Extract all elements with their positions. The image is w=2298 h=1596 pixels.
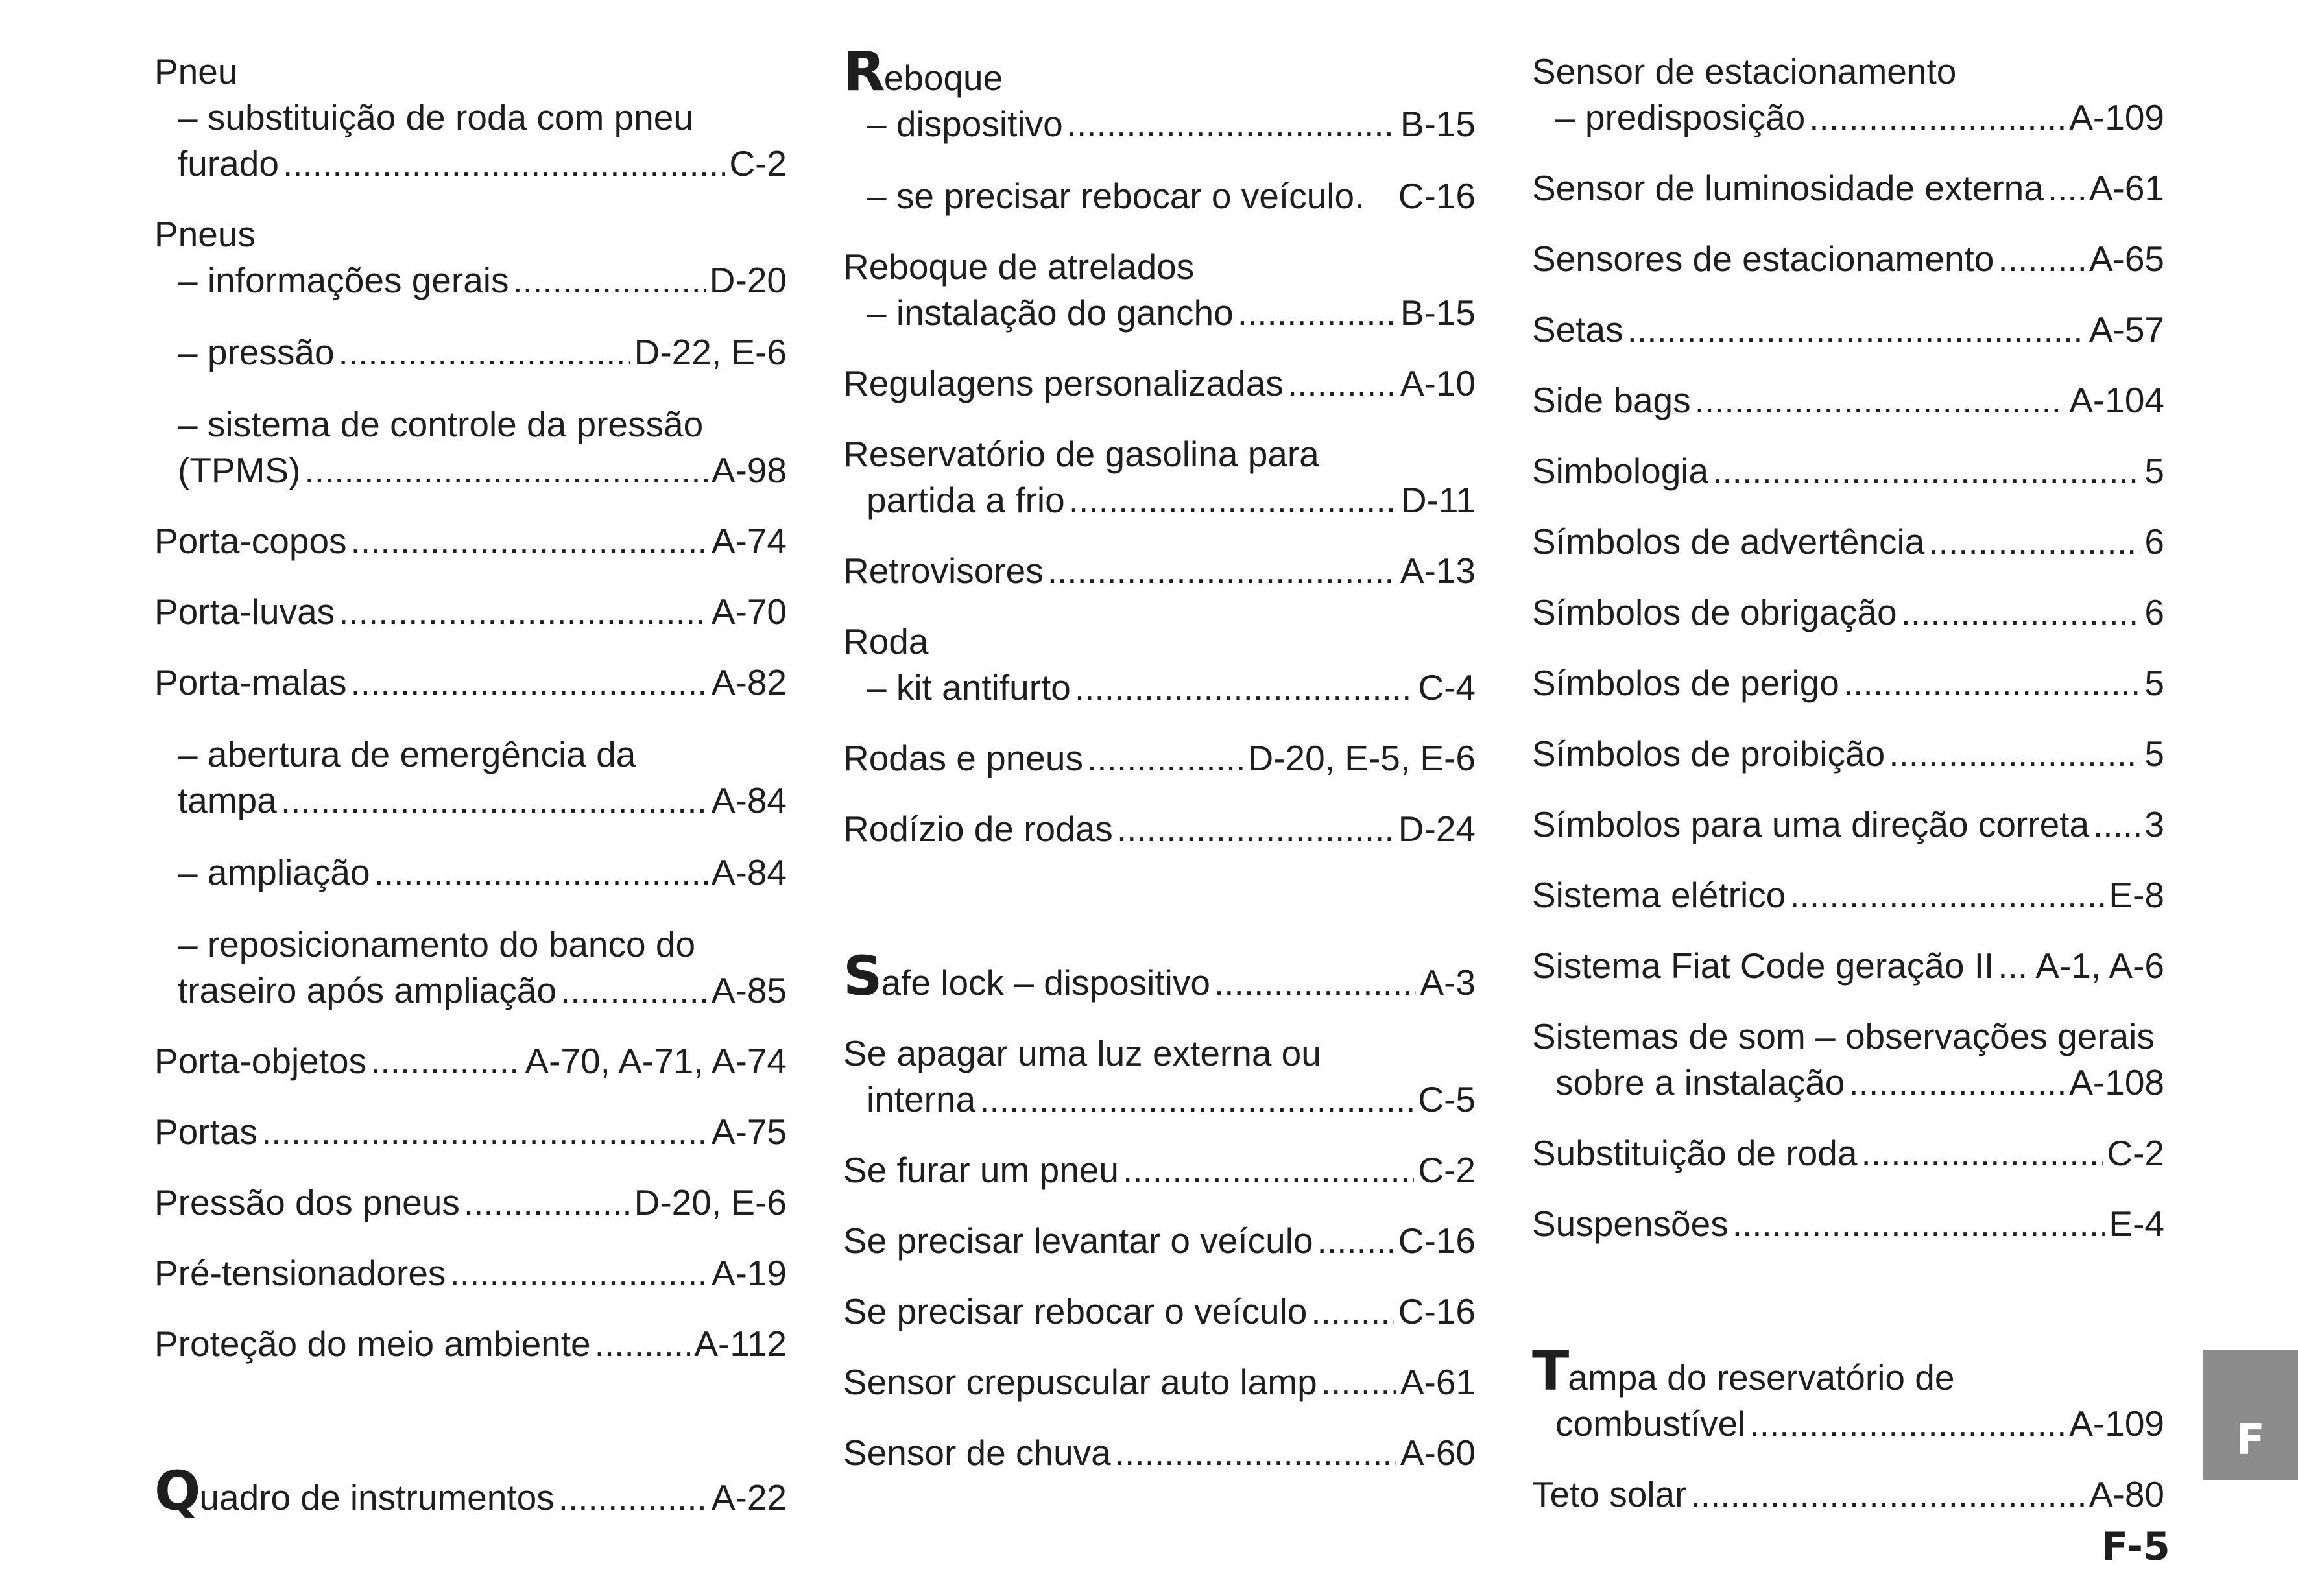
page-reference: A-10: [1400, 363, 1476, 403]
index-entry-line: [843, 1218, 1476, 1264]
entry-text: – substituição de roda com pneu: [178, 97, 693, 137]
entry-text: – informações gerais: [178, 260, 509, 300]
index-entry: [843, 1430, 1476, 1476]
entry-text: Setas: [1532, 309, 1623, 350]
index-subentry-line: [154, 922, 787, 968]
entry-text: traseiro após ampliação: [178, 970, 557, 1010]
entry-text: Sensor de estacionamento: [1532, 51, 1957, 91]
dot-leader: [1047, 548, 1396, 594]
page-reference: A-84: [711, 780, 787, 820]
dot-leader: [1067, 101, 1396, 147]
dot-leader: [1087, 735, 1243, 781]
dot-leader: [1115, 1430, 1396, 1476]
index-entry-line: [1532, 236, 2164, 282]
index-entry-line: [154, 49, 787, 95]
entry-text: Side bags: [1532, 380, 1691, 420]
entry-text: Suspensões: [1532, 1204, 1729, 1244]
index-entry-line: [843, 40, 1476, 103]
dot-leader: [1695, 377, 2066, 423]
page-reference: A-70: [711, 591, 787, 632]
entry-text: Sensor de luminosidade externa: [1532, 168, 2044, 208]
index-entry-line: [1532, 1339, 2164, 1403]
entry-text: Sensor crepuscular auto lamp: [843, 1362, 1317, 1402]
index-entry: [1532, 872, 2164, 918]
entry-text: Reservatório de gasolina para: [843, 434, 1319, 474]
entry-text: furado: [178, 143, 279, 184]
page-reference: A-61: [1400, 1362, 1476, 1402]
page-reference: 6: [2144, 592, 2164, 632]
index-entry: [1532, 1201, 2164, 1247]
entry-text: – sistema de controle da pressão: [178, 404, 704, 444]
index-subentry-line: [843, 101, 1476, 147]
index-entry: [843, 806, 1476, 852]
index-subentry-line: [154, 141, 787, 187]
index-subentry-line: [154, 329, 787, 375]
page-reference: C-16: [1398, 1291, 1476, 1331]
entry-text: uadro de instrumentos: [199, 1477, 555, 1518]
index-entry: [1532, 377, 2164, 423]
entry-text: Porta-copos: [154, 521, 347, 561]
index-entry: [843, 944, 1476, 1008]
index-entry-line: [1532, 519, 2164, 565]
page-reference: D-22, E-6: [634, 332, 787, 372]
entry-text: Pneu: [154, 51, 238, 91]
page-reference: A-13: [1400, 551, 1476, 591]
page-reference: A-19: [711, 1253, 787, 1293]
dot-leader: [1069, 477, 1397, 523]
entry-text: Sistema Fiat Code geração II: [1532, 946, 1994, 986]
entry-text: Símbolos de obrigação: [1532, 592, 1897, 632]
index-subentry-line: [154, 401, 787, 447]
index-subentry-line: [154, 447, 787, 494]
index-entry: [843, 431, 1476, 523]
index-entry-line: [1532, 448, 2164, 494]
index-entry-line: [1532, 1201, 2164, 1247]
dot-leader: [1075, 665, 1414, 711]
index-entry-line: [1532, 802, 2164, 848]
page-reference: 5: [2144, 733, 2164, 774]
dot-leader: [1998, 236, 2085, 282]
entry-text: Pressão dos pneus: [154, 1182, 460, 1222]
entry-text: partida a frio: [867, 480, 1065, 520]
entry-text: – abertura de emergência da: [178, 734, 636, 774]
dot-leader: [339, 589, 708, 635]
page-reference: A-109: [2069, 1403, 2164, 1444]
page-reference: C-2: [729, 143, 787, 184]
index-entry: [843, 735, 1476, 781]
index-entry-line: [154, 1250, 787, 1296]
dot-leader: [464, 1180, 630, 1226]
index-entry-line: [1532, 731, 2164, 777]
index-entry: [843, 361, 1476, 407]
entry-text: – dispositivo: [867, 104, 1063, 144]
index-entry-line: [843, 1430, 1476, 1476]
index-entry-line: [843, 944, 1476, 1008]
entry-text: Sensores de estacionamento: [1532, 239, 1994, 279]
page-reference: A-109: [2069, 97, 2164, 137]
index-subentry-line: [843, 290, 1476, 336]
dot-leader: [2093, 802, 2140, 848]
index-subentry-line: [843, 665, 1476, 711]
page-reference: D-20, E-5, E-6: [1247, 738, 1476, 778]
index-entry-line: [1532, 660, 2164, 706]
index-entry: [1532, 448, 2164, 494]
page-reference: E-4: [2109, 1204, 2164, 1244]
index-entry-line: [843, 735, 1476, 781]
dot-leader: [1861, 1130, 2103, 1176]
page-reference: A-108: [2069, 1062, 2164, 1102]
entry-text: Rodízio de rodas: [843, 809, 1113, 849]
index-entry: [154, 1459, 787, 1523]
index-entry-line: [1532, 307, 2164, 353]
entry-text: Porta-luvas: [154, 591, 335, 632]
dot-leader: [558, 1475, 708, 1521]
index-entry: [1532, 165, 2164, 211]
entry-text: Regulagens personalizadas: [843, 363, 1284, 403]
entry-text: – reposicionamento do banco do: [178, 924, 696, 964]
dot-leader: [1317, 1218, 1394, 1264]
dot-leader: [1287, 361, 1396, 407]
page-reference: C-2: [1418, 1150, 1476, 1190]
index-entry-line: [154, 518, 787, 564]
index-entry: [1532, 590, 2164, 636]
dot-leader: [1321, 1359, 1396, 1405]
dot-leader: [1928, 519, 2140, 565]
page-reference: A-75: [711, 1112, 787, 1152]
index-subentry-line: [1532, 95, 2164, 141]
index-entry: [1532, 943, 2164, 989]
entry-text: Portas: [154, 1112, 257, 1152]
index-subentry-line: [1532, 1060, 2164, 1106]
dot-leader: [1843, 660, 2141, 706]
dot-leader: [351, 518, 708, 564]
dot-leader: [1849, 1060, 2065, 1106]
entry-text: afe lock – dispositivo: [881, 962, 1210, 1003]
index-entry-line: [1532, 590, 2164, 636]
index-entry: [1532, 1130, 2164, 1176]
entry-text: Sistema elétrico: [1532, 875, 1786, 915]
index-entry: [1532, 519, 2164, 565]
dot-leader: [304, 447, 707, 494]
index-entry-line: [843, 244, 1476, 290]
index-entry: [843, 1289, 1476, 1335]
index-entry-line: [843, 431, 1476, 477]
dot-leader: [370, 1038, 521, 1084]
page-reference: C-2: [2107, 1133, 2164, 1173]
page-reference: C-4: [1418, 667, 1476, 708]
section-tab-letter: F: [2236, 1416, 2265, 1464]
index-entry-line: [843, 1147, 1476, 1193]
index-entry: [1532, 49, 2164, 141]
index-entry: [1532, 802, 2164, 848]
index-entry-line: [1532, 1471, 2164, 1518]
entry-text: tampa: [178, 780, 277, 820]
section-gap: [1532, 1272, 2164, 1348]
index-entry: [1532, 307, 2164, 353]
entry-text: Se precisar rebocar o veículo: [843, 1291, 1308, 1331]
index-entry-line: [1532, 1130, 2164, 1176]
index-entry-line: [843, 619, 1476, 665]
page-reference: A-57: [2089, 309, 2164, 350]
index-entry: [1532, 660, 2164, 706]
index-subentry-line: [843, 477, 1476, 523]
index-entry: [843, 1359, 1476, 1405]
index-subentry-line: [843, 1077, 1476, 1123]
index-entry-line: [1532, 377, 2164, 423]
dot-leader: [350, 660, 707, 706]
entry-text: (TPMS): [178, 450, 301, 490]
section-initial-letter: R: [843, 40, 884, 103]
page-reference: C-16: [1398, 176, 1476, 216]
page-reference: 6: [2144, 521, 2164, 562]
index-subentry-line: [1532, 1401, 2164, 1447]
entry-text: Sensor de chuva: [843, 1433, 1111, 1473]
page-reference: D-11: [1400, 480, 1476, 520]
entry-text: Símbolos de proibição: [1532, 733, 1885, 774]
page-reference: A-74: [711, 521, 787, 561]
page-reference: A-22: [711, 1477, 787, 1518]
index-entry: [843, 1030, 1476, 1123]
entry-text: Símbolos de perigo: [1532, 663, 1839, 703]
index-entry: [1532, 1014, 2164, 1106]
index-entry: [843, 1147, 1476, 1193]
page-reference: C-16: [1398, 1221, 1476, 1261]
dot-leader: [261, 1109, 708, 1155]
dot-leader: [283, 141, 725, 187]
dot-leader: [281, 778, 708, 824]
dot-leader: [1214, 960, 1416, 1006]
entry-text: combustível: [1555, 1403, 1746, 1444]
index-subentry-line: [154, 850, 787, 896]
entry-text: Pré-tensionadores: [154, 1253, 446, 1293]
section-gap: [154, 1392, 787, 1468]
dot-leader: [1712, 448, 2140, 494]
entry-text: Se furar um pneu: [843, 1150, 1119, 1190]
index-entry-line: [1532, 1014, 2164, 1060]
entry-text: Rodas e pneus: [843, 738, 1083, 778]
entry-text: Símbolos para uma direção correta: [1532, 804, 2090, 844]
index-subentry-line: [154, 257, 787, 304]
index-subentry-line: [154, 778, 787, 824]
dot-leader: [1901, 590, 2141, 636]
entry-text: Proteção do meio ambiente: [154, 1324, 591, 1364]
page-reference: A-3: [1420, 962, 1476, 1003]
index-entry-line: [843, 1289, 1476, 1335]
page-reference: A-65: [2089, 239, 2164, 279]
page-reference: 3: [2144, 804, 2164, 844]
index-entry: [154, 660, 787, 1014]
index-subentry-line: [154, 732, 787, 778]
entry-text: Simbologia: [1532, 451, 1709, 491]
dot-leader: [560, 968, 708, 1014]
index-entry-line: [154, 211, 787, 257]
entry-text: eboque: [883, 58, 1003, 98]
dot-leader: [595, 1321, 691, 1367]
index-entry-line: [154, 1109, 787, 1155]
index-entry: [843, 619, 1476, 711]
dot-leader: [979, 1077, 1414, 1123]
page-reference: B-15: [1400, 292, 1476, 333]
dot-leader: [1690, 1471, 2085, 1518]
dot-leader: [1732, 1201, 2105, 1247]
dot-leader: [1889, 731, 2140, 777]
entry-text: Sistemas de som – observações gerais: [1532, 1016, 2155, 1056]
index-column-3: [1532, 49, 2164, 1542]
section-initial-letter: S: [843, 944, 881, 1008]
page-reference: A-61: [2089, 168, 2164, 208]
dot-leader: [1749, 1401, 2065, 1447]
dot-leader: [1789, 872, 2105, 918]
section-gap: [843, 877, 1476, 953]
index-entry-line: [154, 1038, 787, 1084]
entry-text: Se precisar levantar o veículo: [843, 1221, 1313, 1261]
index-entry-line: [154, 660, 787, 706]
index-entry: [1532, 731, 2164, 777]
entry-text: Substituição de roda: [1532, 1133, 1858, 1173]
page-reference: E-8: [2109, 875, 2164, 915]
entry-text: Roda: [843, 621, 929, 661]
index-subentry-line: [843, 173, 1476, 219]
index-entry-line: [843, 1359, 1476, 1405]
dot-leader: [449, 1250, 707, 1296]
index-entry: [843, 1218, 1476, 1264]
page-reference: A-98: [711, 450, 787, 490]
dot-leader: [1311, 1289, 1394, 1335]
index-column-1: [154, 49, 787, 1545]
index-entry: [154, 589, 787, 635]
page-reference: D-24: [1398, 809, 1476, 849]
page-reference: C-5: [1418, 1079, 1476, 1119]
index-entry: [1532, 1339, 2164, 1447]
dot-leader: [1627, 307, 2085, 353]
section-tab: [2203, 1350, 2298, 1480]
entry-text: – predisposição: [1555, 97, 1806, 137]
index-entry-line: [843, 548, 1476, 594]
index-subentry-line: [154, 968, 787, 1014]
index-entry: [1532, 1471, 2164, 1518]
index-entry-line: [843, 1030, 1476, 1077]
page-reference: A-82: [711, 662, 787, 702]
page-reference: A-85: [711, 970, 787, 1010]
page-reference: A-1, A-6: [2035, 946, 2164, 986]
index-column-2: [843, 40, 1476, 1501]
dot-leader: [513, 257, 706, 304]
entry-text: Pneus: [154, 214, 256, 254]
page-reference: D-20: [709, 260, 787, 300]
index-entry-line: [1532, 943, 2164, 989]
entry-text: ampa do reservatório de: [1568, 1357, 1955, 1398]
dot-leader: [374, 850, 708, 896]
page-reference: A-112: [694, 1324, 787, 1364]
section-initial-letter: T: [1532, 1339, 1568, 1403]
index-entry-line: [843, 806, 1476, 852]
index-entry: [154, 49, 787, 187]
page-reference: 5: [2144, 451, 2164, 491]
dot-leader: [339, 329, 630, 375]
entry-text: – se precisar rebocar o veículo.: [867, 176, 1365, 216]
entry-text: – kit antifurto: [867, 667, 1071, 708]
index-entry-line: [1532, 165, 2164, 211]
index-entry: [1532, 236, 2164, 282]
entry-text: Teto solar: [1532, 1474, 1687, 1514]
index-entry-line: [154, 589, 787, 635]
dot-leader: [1238, 290, 1396, 336]
page-reference: A-80: [2089, 1474, 2164, 1514]
entry-text: sobre a instalação: [1555, 1062, 1845, 1102]
entry-text: Porta-objetos: [154, 1041, 367, 1081]
entry-text: Reboque de atrelados: [843, 246, 1195, 287]
page-reference: A-104: [2069, 380, 2164, 420]
index-entry-line: [154, 1180, 787, 1226]
page-reference: A-60: [1400, 1433, 1476, 1473]
page-number: F-5: [2101, 1524, 2170, 1569]
entry-text: Retrovisores: [843, 551, 1044, 591]
entry-text: – ampliação: [178, 852, 370, 892]
index-entry-line: [1532, 49, 2164, 95]
index-entry: [154, 518, 787, 564]
page-reference: B-15: [1400, 104, 1476, 144]
dot-leader: [1117, 806, 1394, 852]
index-entry: [154, 211, 787, 494]
index-entry-line: [154, 1459, 787, 1523]
index-entry: [843, 244, 1476, 336]
index-entry: [154, 1180, 787, 1226]
page-reference: A-70, A-71, A-74: [525, 1041, 787, 1081]
dot-leader: [1998, 943, 2031, 989]
entry-text: – pressão: [178, 332, 335, 372]
dot-leader: [1809, 95, 2065, 141]
entry-text: Símbolos de advertência: [1532, 521, 1925, 562]
index-entry-line: [843, 361, 1476, 407]
index-entry: [154, 1250, 787, 1296]
page-reference: 5: [2144, 663, 2164, 703]
page-reference: D-20, E-6: [634, 1182, 787, 1222]
entry-text: Se apagar uma luz externa ou: [843, 1033, 1321, 1073]
index-entry: [154, 1109, 787, 1155]
entry-text: – instalação do gancho: [867, 292, 1234, 333]
index-entry: [843, 40, 1476, 219]
index-subentry-line: [154, 95, 787, 141]
index-entry: [843, 548, 1476, 594]
dot-leader: [2048, 165, 2085, 211]
index-entry: [154, 1321, 787, 1367]
page-reference: A-84: [711, 852, 787, 892]
index-entry-line: [154, 1321, 787, 1367]
entry-text: interna: [867, 1079, 976, 1119]
index-entry: [154, 1038, 787, 1084]
dot-leader: [1123, 1147, 1414, 1193]
entry-text: Porta-malas: [154, 662, 347, 702]
section-initial-letter: Q: [154, 1459, 200, 1523]
index-entry-line: [1532, 872, 2164, 918]
